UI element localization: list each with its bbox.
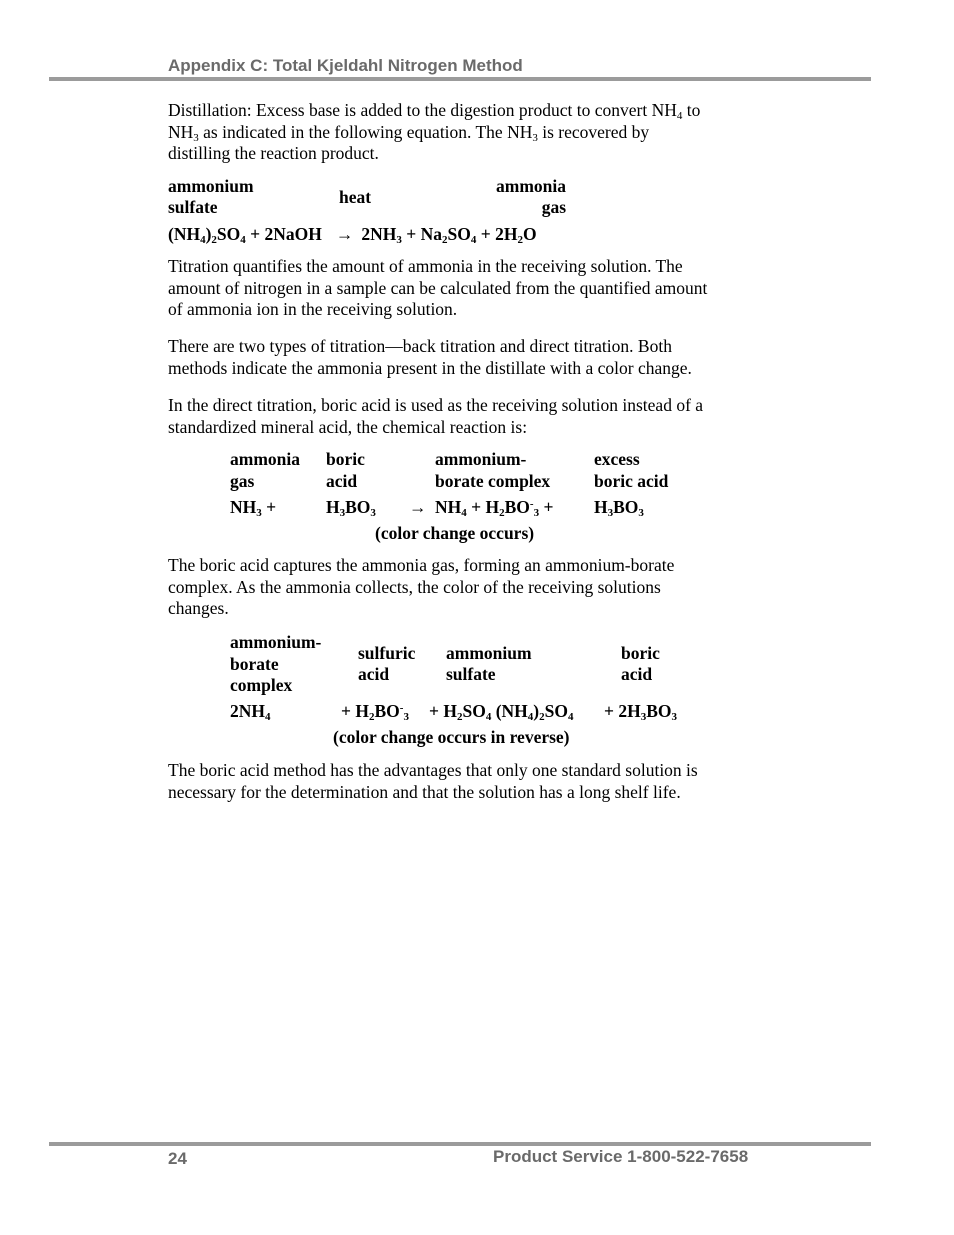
eq3-label-complex: complex <box>230 675 293 695</box>
titration-paragraph-3: In the direct titration, boric acid is used as the receiving solution instead of a standardized mineral acid, the chemical reaction is: <box>168 395 704 437</box>
eq2-label-boric-acid: boric acid <box>594 471 669 491</box>
eq2-label-acid: acid <box>326 471 358 491</box>
conclusion-paragraph: The boric acid method has the advantages that only one standard solution is necessary for the determination and that the solution has a long shelf life. <box>168 760 698 802</box>
eq2-label-gas: gas <box>230 471 255 491</box>
eq3-label-borate: borate <box>230 654 279 674</box>
product-service-contact: Product Service 1-800-522-7658 <box>493 1147 749 1166</box>
page-number: 24 <box>168 1149 187 1168</box>
eq2-label-excess: excess <box>594 449 640 469</box>
eq2-term-h3bo3: $H_3BO_3$ <box>326 497 376 519</box>
eq1-heat-label: heat <box>339 187 372 207</box>
eq2-note: (color change occurs) <box>375 523 535 543</box>
eq3-label-sulfuric: sulfuric <box>358 643 416 663</box>
eq3-label-acid-2: acid <box>621 664 653 684</box>
distillation-line-2: $NH_3$ as indicated in the following equation. The $NH_3$ is recovered by <box>168 121 650 144</box>
titration-paragraph-2: There are two types of titration—back titration and direct titration. Both methods indicate the ammonia present in the distillate with a color change. <box>168 336 692 378</box>
eq3-label-ammonium-2: ammonium <box>446 643 532 663</box>
eq2-label-ammonia: ammonia <box>230 449 300 469</box>
footer-rule <box>49 1142 871 1146</box>
eq3-term-h2so4: + $H_2SO_4$ $(NH_4)_2SO_4$ <box>429 701 574 723</box>
eq1-reactant-label-2: sulfate <box>168 197 218 217</box>
eq1-reactant-label-1: ammonium <box>168 176 254 196</box>
page-header-title: Appendix C: Total Kjeldahl Nitrogen Method <box>168 56 523 75</box>
eq3-label-acid: acid <box>358 664 390 684</box>
eq1-arrow: → <box>335 224 354 244</box>
header-rule <box>49 77 871 81</box>
eq1-product-label-2: gas <box>541 197 566 217</box>
distillation-line-1: Distillation: Excess base is added to the digestion product to convert $NH_4$ to <box>168 100 701 122</box>
eq1-equation: $(NH_4)_2SO_4$ + 2NaOH → $2NH_3 + Na_2SO_4 + 2H_2O$ <box>168 224 537 246</box>
eq2-label-boric: boric <box>326 449 365 469</box>
eq1-product-label-1: ammonia <box>496 176 566 196</box>
eq2-arrow: → <box>409 497 427 517</box>
eq3-term-2h3bo3: + $2H_3BO_3$ <box>604 701 678 723</box>
eq2-label-borate-complex: borate complex <box>435 471 551 491</box>
eq3-term-2nh4: $2NH_4$ <box>230 701 271 723</box>
distillation-paragraph <box>168 100 758 165</box>
eq3-label-ammonium: ammonium- <box>230 632 322 652</box>
eq3-term-h2bo3: + $H_2BO^-_3$ <box>341 701 409 723</box>
titration-paragraph-1: Titration quantifies the amount of ammonia in the receiving solution. The amount of nitrogen in a sample can be calculated from the quantified amount of ammonia ion in the receiving solution. <box>168 256 708 319</box>
eq2-label-ammonium: ammonium- <box>435 449 527 469</box>
eq2-term-products: $NH_4 + H_2BO^-_3$ + <box>435 497 554 519</box>
eq3-note: (color change occurs in reverse) <box>333 727 570 747</box>
eq3-label-boric: boric <box>621 643 660 663</box>
distillation-line-3: distilling the reaction product. <box>168 143 379 163</box>
borate-paragraph: The boric acid captures the ammonia gas, forming an ammonium-borate complex. As the ammonia collects, the color of the receiving solutions changes. <box>168 555 675 618</box>
eq2-term-nh3: $NH_3$ + <box>230 497 277 519</box>
eq3-label-sulfate: sulfate <box>446 664 496 684</box>
eq2-term-excess-h3bo3: $H_3BO_3$ <box>594 497 644 519</box>
